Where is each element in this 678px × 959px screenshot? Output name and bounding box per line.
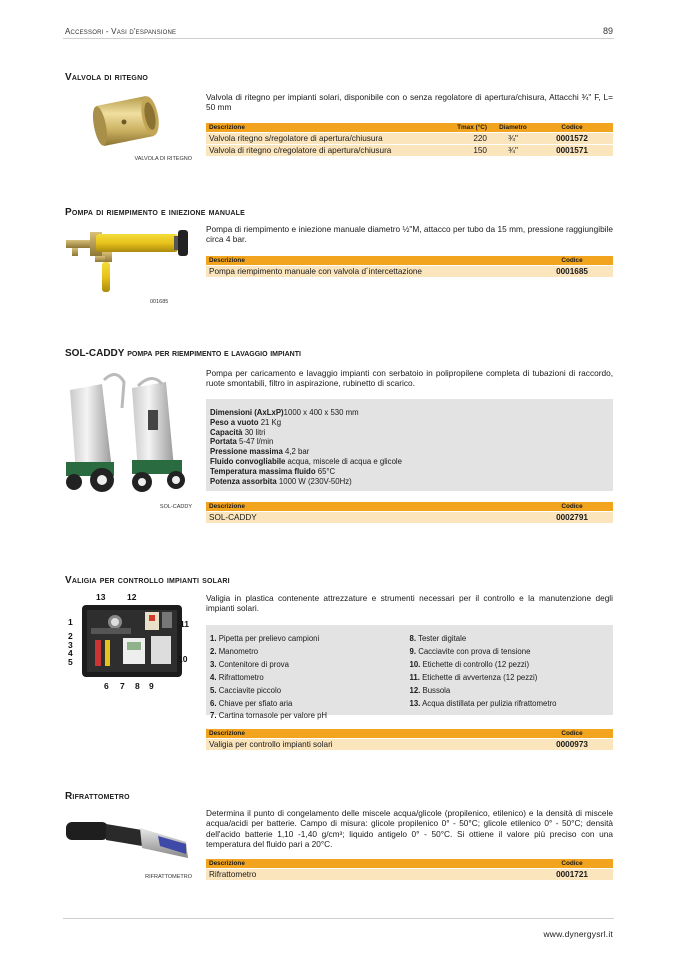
list-item [210, 698, 410, 711]
col-codice: Codice [561, 730, 583, 737]
footer-divider [63, 918, 614, 919]
list-item [210, 672, 410, 685]
col-codice: Codice [561, 503, 583, 510]
refractometer-image [62, 816, 194, 862]
row-desc: Valigia per controllo impianti solari [209, 740, 333, 749]
item-text: Cacciavite con prova di tensione [418, 646, 531, 656]
valve-image [90, 92, 162, 148]
caddy-caption: SOL-CADDY [159, 504, 192, 510]
table-header [206, 859, 613, 868]
section-title-valigia: Valigia per controllo impianti solari [65, 575, 230, 586]
table-header [206, 502, 613, 511]
item-text: Cacciavite piccolo [218, 685, 282, 695]
item-text: Tester digitale [418, 634, 467, 643]
list-item [210, 685, 410, 698]
contents-column-right [410, 633, 610, 715]
spec-line [210, 477, 609, 487]
item-number: 6. [210, 698, 217, 708]
col-descrizione: Descrizione [209, 257, 245, 264]
item-number: 4. [210, 672, 217, 682]
page-number: 89 [602, 26, 613, 36]
table-row [206, 738, 613, 750]
spec-line [210, 437, 609, 447]
item-number: 2. [210, 646, 217, 656]
callout-1: 1 [68, 617, 73, 627]
spec-label: Fluido convogliabile [210, 456, 286, 466]
item-text: Bussola [422, 685, 451, 695]
table-row [206, 868, 613, 880]
item-text: Rifrattometro [218, 672, 264, 682]
row-codice: 0001571 [556, 146, 588, 155]
refractometer-table [206, 859, 613, 880]
item-text: Acqua distillata per pulizia rifrattometro [422, 698, 557, 708]
caddy-image [62, 370, 192, 500]
spec-value: 30 litri [244, 427, 266, 437]
pump-caption: 001685 [150, 299, 169, 305]
table-header [206, 729, 613, 738]
row-desc: SOL-CADDY [209, 513, 257, 522]
spec-label: Capacità [210, 427, 243, 437]
callout-2: 2 [68, 631, 73, 641]
item-number: 7. [210, 711, 217, 721]
item-text: Cartina tornasole per valore pH [218, 711, 328, 721]
callout-4: 4 [68, 648, 73, 658]
row-diametro: ¾" [508, 146, 518, 155]
item-text: Etichette di controllo (12 pezzi) [422, 659, 530, 669]
row-tmax: 220 [473, 134, 487, 143]
pump-description: Pompa di riempimento e iniezione manuale diametro ½"M, attacco per tubo da 15 mm, pressione raggiungibile circa 4 bar. [206, 224, 613, 245]
item-number: 8. [409, 634, 417, 643]
spec-value: 21 Kg [260, 417, 282, 427]
item-text: Manometro [218, 646, 259, 656]
section-title-rifrattometro: Rifrattometro [65, 791, 130, 802]
spec-value: 65°C [317, 466, 336, 476]
callout-13: 13 [96, 592, 106, 602]
col-descrizione: Descrizione [209, 730, 245, 737]
list-item [210, 633, 410, 646]
spec-line [210, 447, 609, 457]
row-diametro: ¾" [508, 134, 518, 143]
case-description: Valigia in plastica contenente attrezzature e strumenti necessari per il controllo e la manutenzione degli impianti solari. [206, 593, 613, 614]
item-text: Etichette di avvertenza (12 pezzi) [422, 672, 538, 682]
spec-value: 5-47 l/min [239, 437, 274, 447]
list-item [210, 710, 410, 723]
spec-value: 1000 x 400 x 530 mm [283, 408, 359, 417]
row-desc: Valvola ritegno s/regolatore di apertura/chiusura [209, 134, 383, 143]
list-item [410, 672, 610, 685]
spec-line [210, 457, 609, 467]
case-contents-box [206, 625, 613, 721]
spec-label: Temperatura massima fluido [210, 466, 316, 476]
list-item [410, 633, 610, 646]
list-item [410, 685, 610, 698]
col-descrizione: Descrizione [209, 124, 245, 131]
refractometer-caption: RIFRATTOMETRO [145, 874, 192, 880]
spec-label: Dimensioni (AxLxP) [210, 408, 284, 417]
item-text: Chiave per sfiato aria [218, 698, 293, 708]
running-header: Accessori - Vasi d'espansione [65, 27, 177, 36]
spec-label: Peso a vuoto [210, 417, 259, 427]
item-number: 13. [409, 698, 421, 708]
case-table [206, 729, 613, 750]
spec-label: Potenza assorbita [210, 476, 277, 486]
item-number: 12. [409, 685, 421, 695]
refractometer-description: Determina il punto di congelamento delle miscele acqua/glicole (propilenico, etilenico) e la densità di miscele acqua/acidi per batterie. Campo di misura: glicole propilenico 0° - 50°C; glicole etilenico 0° - 50°C; densità dell'acido batterie 1,10 -1,40 g/cm³; liquido antigelo 0° - 50°C. Si ottiene il valore più preciso con una temperatura del fluido pari a 20°C. [206, 808, 613, 850]
row-codice: 0001721 [556, 870, 588, 879]
item-number: 9. [409, 646, 417, 656]
col-tmax: Tmax (°C) [457, 124, 487, 131]
callout-3: 3 [68, 640, 73, 650]
col-descrizione: Descrizione [209, 503, 245, 510]
col-diametro: Diametro [499, 124, 527, 131]
table-row [206, 265, 613, 277]
spec-line [210, 418, 609, 428]
caddy-description: Pompa per caricamento e lavaggio impianti con serbatoio in polipropilene completa di tubazioni di raccordo, ruote smontabili, filtro in aspirazione, rubinetto di scarico. [206, 368, 613, 389]
list-item [410, 659, 610, 672]
list-item [410, 646, 610, 659]
footer-url[interactable]: www.dynergysrl.it [543, 929, 613, 939]
pump-table [206, 256, 613, 277]
row-codice: 0001572 [556, 134, 588, 143]
valve-caption: VALVOLA DI RITEGNO [134, 156, 192, 162]
row-desc: Valvola di ritegno c/regolatore di apertura/chiusura [209, 146, 392, 155]
spec-line [210, 428, 609, 438]
spec-label: Portata [210, 437, 237, 447]
spec-value: acqua, miscele di acqua e glicole [287, 456, 402, 466]
table-header [206, 123, 613, 132]
spec-value: 4,2 bar [285, 447, 310, 457]
row-codice: 0000973 [556, 740, 588, 749]
section-title-caddy [65, 348, 301, 359]
valve-description: Valvola di ritegno per impianti solari, disponibile con o senza regolatore di apertura/chisura, Attacchi ¾" F, L= 50 mm [206, 92, 613, 113]
caddy-table [206, 502, 613, 523]
header-divider [63, 38, 614, 39]
list-item [210, 646, 410, 659]
item-number: 5. [210, 685, 217, 695]
spec-label: Pressione massima [210, 447, 283, 457]
table-row [206, 132, 613, 144]
spec-line [210, 467, 609, 477]
item-text: Contenitore di prova [218, 659, 289, 669]
col-codice: Codice [561, 124, 583, 131]
pump-image [62, 226, 192, 298]
item-number: 10. [409, 659, 421, 669]
row-tmax: 150 [473, 146, 487, 155]
caddy-title-rest: pompa per riempimento e lavaggio impianti [127, 348, 301, 359]
list-item [210, 659, 410, 672]
caddy-title-main: SOL-CADDY [65, 348, 125, 359]
caddy-spec-box [206, 399, 613, 491]
table-row [206, 511, 613, 523]
section-title-valvola: Valvola di ritegno [65, 72, 148, 83]
callout-12: 12 [127, 592, 137, 602]
callout-5: 5 [68, 657, 73, 667]
row-codice: 0002791 [556, 513, 588, 522]
item-number: 1. [210, 634, 217, 643]
col-codice: Codice [561, 860, 583, 867]
item-text: Pipetta per prelievo campioni [218, 634, 320, 643]
callout-9: 9 [149, 681, 154, 691]
callout-10: 10 [178, 654, 188, 664]
callout-6: 6 [104, 681, 109, 691]
item-number: 3. [210, 659, 217, 669]
item-number: 11. [409, 672, 420, 682]
spec-line [210, 408, 609, 418]
row-desc: Pompa riempimento manuale con valvola d´intercettazione [209, 267, 422, 276]
case-image [65, 592, 195, 694]
col-descrizione: Descrizione [209, 860, 245, 867]
table-row [206, 144, 613, 156]
contents-column-left [210, 633, 410, 721]
valve-table [206, 123, 613, 156]
col-codice: Codice [561, 257, 583, 264]
callout-7: 7 [120, 681, 125, 691]
list-item [410, 698, 610, 711]
section-title-pompa: Pompa di riempimento e iniezione manuale [65, 207, 245, 218]
callout-8: 8 [135, 681, 140, 691]
table-header [206, 256, 613, 265]
callout-11: 11 [180, 619, 189, 629]
row-desc: Rifrattometro [209, 870, 257, 879]
row-codice: 0001685 [556, 267, 588, 276]
spec-value: 1000 W (230V-50Hz) [278, 476, 352, 486]
